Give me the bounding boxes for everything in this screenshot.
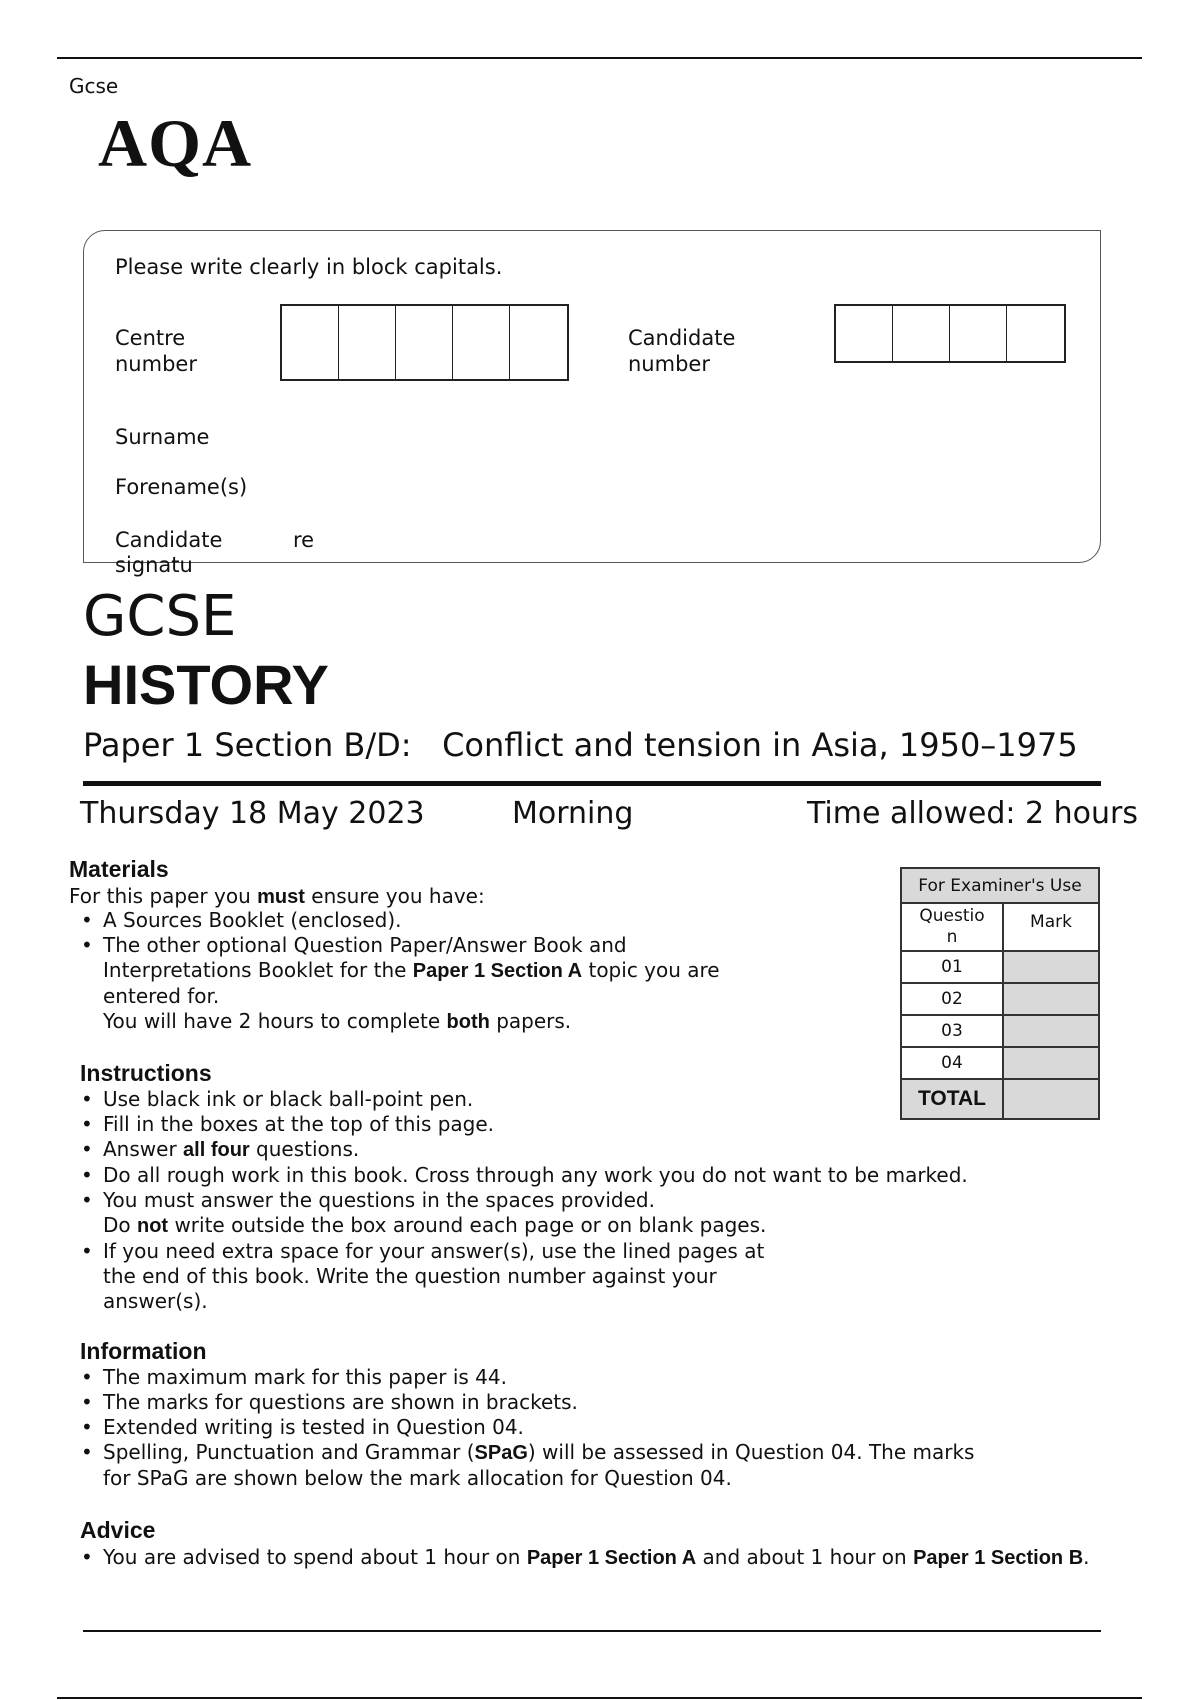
list-item: • Answer all four questions. xyxy=(69,1137,1129,1163)
centre-number-box[interactable] xyxy=(510,306,567,379)
candidate-number-box[interactable] xyxy=(1007,306,1064,361)
candidate-number-boxes xyxy=(834,304,1066,363)
mark-column-header: Mark xyxy=(1003,903,1099,951)
instructions-heading: Instructions xyxy=(80,1060,212,1086)
forename-label: Forename(s) xyxy=(115,475,248,499)
table-row: 02 xyxy=(901,983,1099,1015)
bottom-inner-rule xyxy=(83,1630,1101,1632)
materials-heading: Materials xyxy=(69,856,169,882)
total-label: TOTAL xyxy=(901,1079,1003,1119)
table-row: 03 xyxy=(901,1015,1099,1047)
signature-label-suffix: re xyxy=(293,528,315,552)
paper-title: Paper 1 Section B/D: Conflict and tension in Asia, 1950–1975 xyxy=(83,726,1078,764)
exam-session: Morning xyxy=(512,796,634,831)
materials-list xyxy=(69,908,849,1035)
examiner-use-table xyxy=(900,867,1100,1120)
advice-list xyxy=(69,1545,1179,1571)
centre-number-box[interactable] xyxy=(396,306,453,379)
list-item: • Spelling, Punctuation and Grammar (SPaG) will be assessed in Question 04. The marks for SPaG are shown below the mark allocation for Question 04. xyxy=(69,1440,1129,1491)
list-item: • The other optional Question Paper/Answer Book and Interpretations Booklet for the Paper 1 Section A topic you are entered for. You will have 2 hours to complete both papers. xyxy=(69,933,849,1035)
list-item: • Do all rough work in this book. Cross through any work you do not want to be marked. xyxy=(69,1163,1129,1188)
candidate-number-box[interactable] xyxy=(893,306,950,361)
candidate-number-label: Candidate number xyxy=(628,326,736,376)
list-item: • The marks for questions are shown in brackets. xyxy=(69,1390,1129,1415)
time-allowed: Time allowed: 2 hours xyxy=(807,796,1139,831)
candidate-number-box[interactable] xyxy=(950,306,1007,361)
signature-label: Candidate signatu xyxy=(115,528,223,577)
exam-date: Thursday 18 May 2023 xyxy=(80,796,425,831)
question-column-header: Questio n xyxy=(901,903,1003,951)
aqa-logo: AQA xyxy=(98,105,253,181)
materials-intro: For this paper you must ensure you have: xyxy=(69,884,485,908)
list-item: • Use black ink or black ball-point pen. xyxy=(69,1087,1129,1112)
subject-title: HISTORY xyxy=(83,653,329,716)
table-row: 01 xyxy=(901,951,1099,983)
list-item: • Fill in the boxes at the top of this page. xyxy=(69,1112,1129,1137)
running-title: Gcse xyxy=(69,74,119,98)
centre-number-boxes xyxy=(280,304,569,381)
qualification-title: GCSE xyxy=(83,584,237,649)
list-item: • The maximum mark for this paper is 44. xyxy=(69,1365,1129,1390)
information-heading: Information xyxy=(80,1338,207,1364)
centre-number-label: Centre number xyxy=(115,326,197,376)
centre-number-box[interactable] xyxy=(339,306,396,379)
list-item: • If you need extra space for your answer(s), use the lined pages at the end of this book. Write the question number against your answer(s). xyxy=(69,1239,1129,1314)
centre-number-box[interactable] xyxy=(453,306,510,379)
centre-number-box[interactable] xyxy=(282,306,339,379)
list-item: • A Sources Booklet (enclosed). xyxy=(69,908,849,933)
top-rule xyxy=(57,57,1142,59)
list-item: • You are advised to spend about 1 hour on Paper 1 Section A and about 1 hour on Paper 1 Section B. xyxy=(69,1545,1179,1571)
surname-label: Surname xyxy=(115,425,210,449)
information-list xyxy=(69,1365,1129,1491)
block-capitals-instruction: Please write clearly in block capitals. xyxy=(115,255,503,279)
list-item: • Extended writing is tested in Question 04. xyxy=(69,1415,1129,1440)
table-row: 04 xyxy=(901,1047,1099,1079)
examiner-table-title: For Examiner's Use xyxy=(901,868,1099,903)
instructions-list xyxy=(69,1087,1129,1314)
advice-heading: Advice xyxy=(80,1517,156,1543)
title-rule xyxy=(83,781,1101,786)
candidate-number-box[interactable] xyxy=(836,306,893,361)
bottom-rule xyxy=(57,1697,1142,1699)
list-item: • You must answer the questions in the spaces provided. Do not write outside the box around each page or on blank pages. xyxy=(69,1188,1129,1239)
